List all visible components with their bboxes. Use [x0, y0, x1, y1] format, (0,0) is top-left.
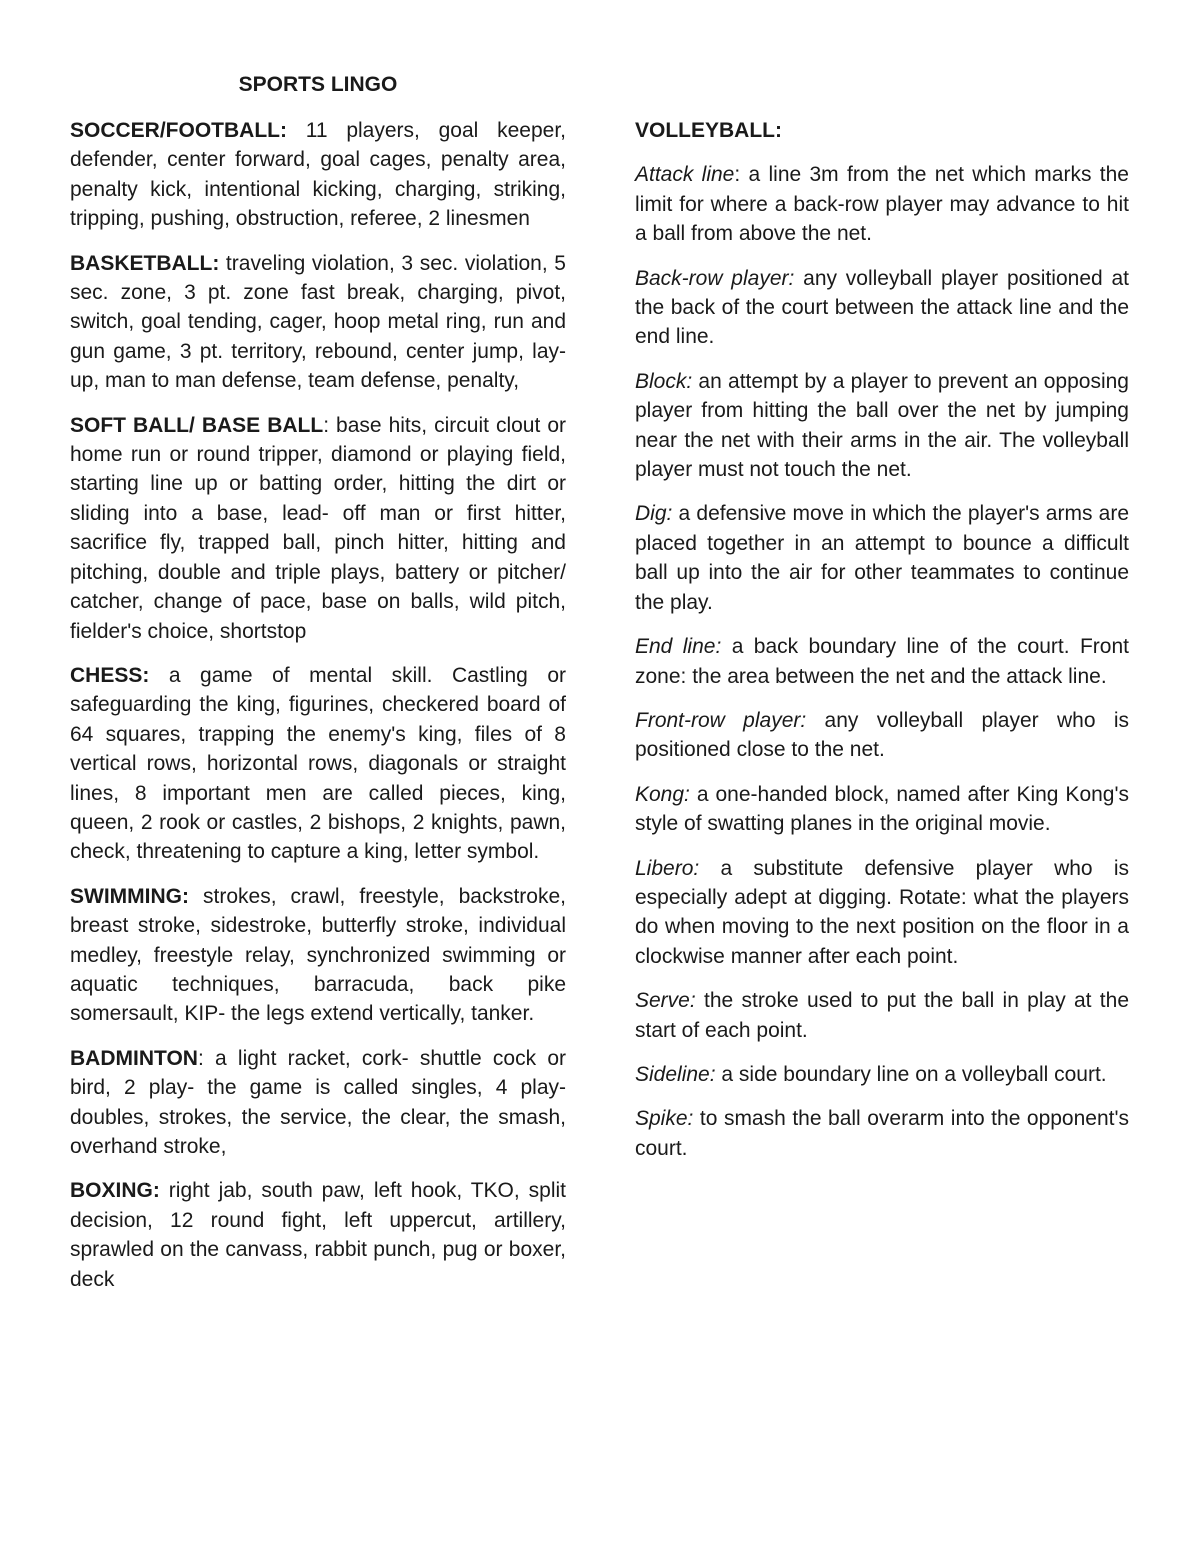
sport-term: SWIMMING: [70, 884, 189, 908]
glossary-definition: any volleyball player positioned at the back of the court between the attack line and the end line. [635, 266, 1129, 349]
sport-term: BADMINTON [70, 1046, 198, 1070]
glossary-definition: an attempt by a player to prevent an opposing player from hitting the ball over the net by jumping near the net with their arms in the air. The volleyball player must not touch the net. [635, 369, 1129, 482]
glossary-entry [635, 499, 1129, 617]
glossary-entry [635, 632, 1129, 691]
glossary-entry [635, 367, 1129, 485]
glossary-definition: a side boundary line on a volleyball court. [715, 1062, 1107, 1086]
glossary-definition: a defensive move in which the player's arms are placed together in an attempt to bounce a difficult ball up into the air for other teammates to continue the play. [635, 502, 1129, 614]
sport-term: BASKETBALL: [70, 251, 220, 275]
glossary-entry [635, 706, 1129, 765]
sport-entry-boxing [70, 1176, 566, 1294]
glossary-term: Serve: [635, 989, 696, 1013]
glossary-definition: the stroke used to put the ball in play at the start of each point. [635, 989, 1129, 1042]
glossary-entry [635, 264, 1129, 352]
glossary-term: Spike: [635, 1107, 694, 1131]
sport-entry-chess [70, 661, 566, 867]
left-column [70, 116, 566, 1309]
glossary-term: Dig: [635, 502, 673, 526]
sport-description: a game of mental skill. Castling or safeguarding the king, figurines, checkered board of 64 squares, trapping the enemy's king, files of 8 vertical rows, horizontal rows, diagonals or straight lines, 8 important men are called pieces, king, queen, 2 rook or castles, 2 bishops, 2 knights, pawn, check, threatening to capture a king, letter symbol. [70, 663, 566, 864]
sport-entry-soccer [70, 116, 566, 234]
sport-description: 11 players, goal keeper, defender, center forward, goal cages, penalty area, penalty kick, intentional kicking, charging, striking, tripping, pushing, obstruction, referee, 2 linesmen [70, 119, 566, 231]
glossary-entry [635, 780, 1129, 839]
glossary-entry [635, 1060, 1129, 1089]
glossary-definition: a substitute defensive player who is especially adept at digging. Rotate: what the players do when moving to the next position on the floor in a clockwise manner after each point. [635, 856, 1129, 968]
glossary-definition: a one-handed block, named after King Kong's style of swatting planes in the original movie. [635, 782, 1129, 836]
sport-description: : a light racket, cork- shuttle cock or bird, 2 play- the game is called singles, 4 play- doubles, strokes, the service, the clear, the smash, overhand stroke, [70, 1046, 566, 1158]
glossary-term: Sideline: [635, 1062, 716, 1086]
sport-entry-swimming [70, 882, 566, 1029]
sport-entry-basketball [70, 249, 566, 396]
sport-term: SOCCER/FOOTBALL: [70, 119, 287, 142]
glossary-term: Kong: [635, 782, 690, 806]
sport-term: BOXING: [70, 1179, 160, 1203]
page-title: SPORTS LINGO [238, 73, 398, 96]
sport-term: CHESS: [70, 663, 150, 687]
sport-description: traveling violation, 3 sec. violation, 5 sec. zone, 3 pt. zone fast break, charging, pivot, switch, goal tending, cager, hoop metal ring, run and gun game, 3 pt. territory, rebound, center jump, lay-up, man to man defense, team defense, penalty, [70, 251, 566, 393]
glossary-term: Attack line [635, 163, 735, 187]
glossary-entry [635, 160, 1129, 248]
glossary-term: Libero: [635, 856, 700, 880]
glossary-term: Back-row player: [635, 266, 795, 290]
glossary-definition: any volleyball player who is positioned close to the net. [635, 708, 1130, 762]
sport-entry-softball-baseball [70, 411, 566, 646]
glossary-entry [635, 854, 1129, 972]
volleyball-heading: VOLLEYBALL: [635, 119, 782, 142]
right-column [635, 116, 1129, 1178]
sport-description: right jab, south paw, left hook, TKO, split decision, 12 round fight, left uppercut, artillery, sprawled on the canvass, rabbit punch, pug or boxer, deck [70, 1179, 566, 1291]
glossary-term: Front-row player: [635, 708, 807, 732]
sport-description: : base hits, circuit clout or home run or round tripper, diamond or playing field, starting line up or batting order, hitting the dirt or sliding into a base, lead- off man or first hitter, sacrifice fly, trapped ball, pinch hitter, hitting and pitching, double and triple plays, battery or pitcher/ catcher, change of pace, base on balls, wild pitch, fielder's choice, shortstop [70, 413, 566, 643]
sport-description: strokes, crawl, freestyle, backstroke, breast stroke, sidestroke, butterfly stroke, individual medley, freestyle relay, synchronized swimming or aquatic techniques, barracuda, back pike somersault, KIP- the legs extend vertically, tanker. [70, 884, 566, 1026]
sport-entry-badminton [70, 1044, 566, 1162]
glossary-term: End line: [635, 635, 722, 659]
glossary-definition: a back boundary line of the court. Front zone: the area between the net and the attack line. [635, 635, 1129, 688]
glossary-entry [635, 1104, 1129, 1163]
glossary-term: Block: [635, 369, 693, 393]
glossary-entry [635, 986, 1129, 1045]
glossary-definition: to smash the ball overarm into the opponent's court. [635, 1107, 1129, 1160]
sport-term: SOFT BALL/ BASE BALL [70, 413, 324, 437]
glossary-definition: : a line 3m from the net which marks the limit for where a back-row player may advance to hit a ball from above the net. [635, 163, 1129, 246]
